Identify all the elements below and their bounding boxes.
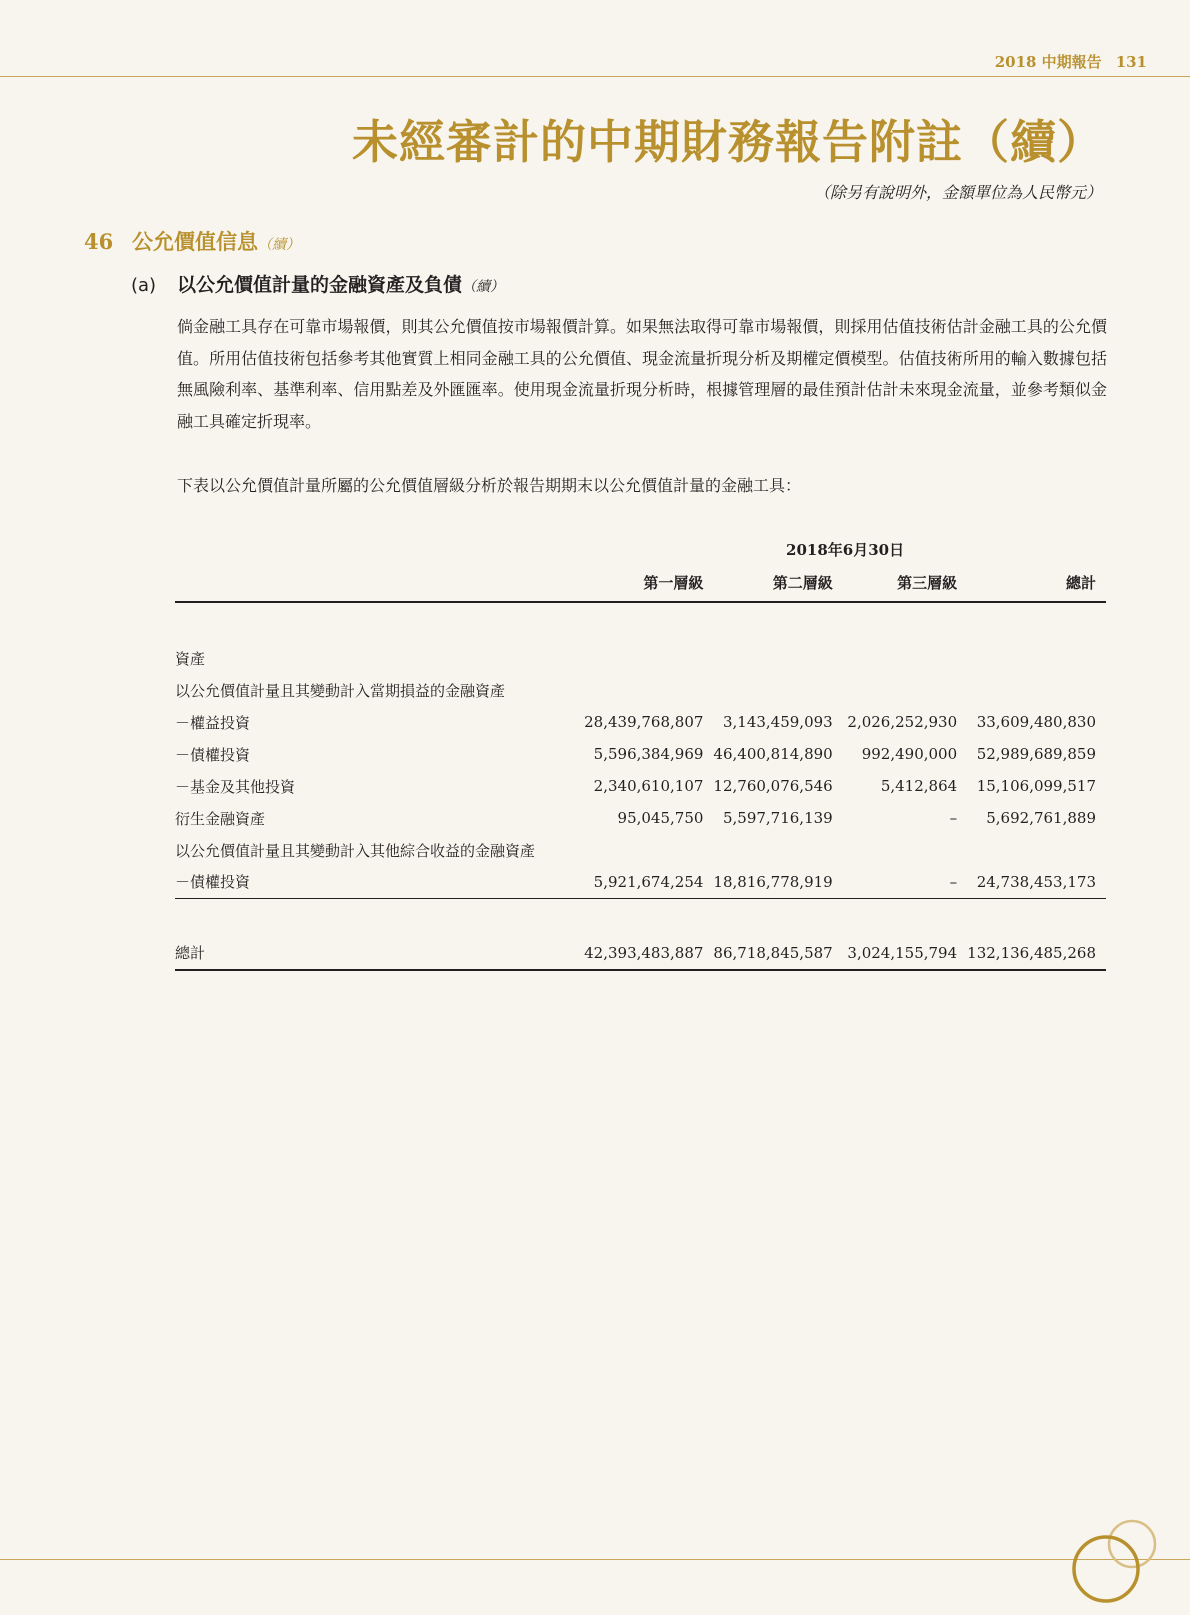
cell: 2,026,252,930 <box>847 713 958 731</box>
column-header-total: 總計 <box>967 564 1106 602</box>
column-header-level-2: 第二層級 <box>713 564 842 602</box>
total-cell: 3,024,155,794 <box>843 936 967 970</box>
page-subtitle: （除另有說明外，金額單位為人民幣元） <box>813 183 1102 202</box>
cell: 5,412,864 <box>880 777 958 795</box>
cell: 3,143,459,093 <box>722 713 833 731</box>
total-cell: 132,136,485,268 <box>967 936 1106 970</box>
cell: 5,596,384,969 <box>593 745 704 763</box>
table-row <box>175 770 1106 802</box>
table-row <box>175 802 1106 834</box>
cell: – <box>949 809 958 827</box>
table-date: 2018年6月30日 <box>786 540 905 559</box>
table-row <box>175 834 1106 866</box>
cell <box>843 834 967 866</box>
running-title: 2018 中期報告 <box>994 53 1102 71</box>
cell: 46,400,814,890 <box>713 745 833 763</box>
row-label: －債權投資 <box>175 745 251 764</box>
cell <box>584 834 713 866</box>
table-total-row <box>175 936 1106 970</box>
cell: 52,989,689,859 <box>976 745 1096 763</box>
table-row <box>175 674 1106 706</box>
total-label: 總計 <box>175 936 584 970</box>
section-heading <box>84 226 300 256</box>
cell <box>967 834 1106 866</box>
cell: 2,340,610,107 <box>593 777 704 795</box>
cell <box>843 674 967 706</box>
cell <box>967 674 1106 706</box>
row-label: 資產 <box>175 649 206 668</box>
subsection-title: 以公允價值計量的金融資產及負債 <box>177 274 463 296</box>
cell: 24,738,453,173 <box>967 866 1106 898</box>
cell: 95,045,750 <box>617 809 704 827</box>
table-intro: 下表以公允價值計量所屬的公允價值層級分析於報告期期末以公允價值計量的金融工具： <box>177 476 802 495</box>
table-row <box>175 866 1106 898</box>
cell <box>584 674 713 706</box>
section-number: 46 <box>84 229 114 254</box>
row-label: －權益投資 <box>175 713 251 732</box>
page-title: 未經審計的中期財務報告附註（續） <box>352 115 1104 169</box>
running-head <box>995 51 1147 72</box>
row-label: 以公允價值計量且其變動計入其他綜合收益的金融資產 <box>175 841 536 860</box>
section-continued: （續） <box>258 237 300 253</box>
body-paragraph: 倘金融工具存在可靠市場報價，則其公允價值按市場報價計算。如果無法取得可靠市場報價，則採用估值技術估計金融工具的公允價值。所用估值技術包括參考其他實質上相同金融工具的公允價值、現金流量折現分析及期權定價模型。估值技術所用的輸入數據包括無風險利率、基準利率、信用點差及外匯匯率。使用現金流量折現分析時，根據管理層的最佳預計估計未來現金流量，並參考類似金融工具確定折現率。 <box>177 317 1107 431</box>
cell: 28,439,768,807 <box>584 713 704 731</box>
cell: 12,760,076,546 <box>713 777 833 795</box>
column-header-level-1: 第一層級 <box>584 564 713 602</box>
page-number: 131 <box>1115 53 1147 71</box>
column-header-level-3: 第三層級 <box>843 564 967 602</box>
cell: 5,597,716,139 <box>722 809 833 827</box>
cell <box>713 674 842 706</box>
table-date-row <box>175 534 1106 564</box>
subsection-heading <box>131 270 504 297</box>
table-row <box>175 706 1106 738</box>
fair-value-table <box>175 534 1106 971</box>
cell: 5,921,674,254 <box>584 866 713 898</box>
top-rule <box>0 76 1190 77</box>
total-cell: 86,718,845,587 <box>713 936 842 970</box>
row-label: 以公允價值計量且其變動計入當期損益的金融資產 <box>175 681 506 700</box>
table-header-row <box>175 564 1106 602</box>
cell: 5,692,761,889 <box>986 809 1096 827</box>
total-cell: 42,393,483,887 <box>584 936 713 970</box>
row-label: －債權投資 <box>175 866 584 898</box>
row-label: －基金及其他投資 <box>175 777 296 796</box>
decorative-circles-icon <box>1060 1505 1190 1615</box>
cell: 992,490,000 <box>861 745 958 763</box>
table-row-assets <box>175 642 1106 674</box>
cell: – <box>843 866 967 898</box>
cell: 15,106,099,517 <box>976 777 1096 795</box>
subsection-label: (a) <box>131 275 157 296</box>
subsection-continued: （續） <box>462 279 505 295</box>
cell: 33,609,480,830 <box>976 713 1096 731</box>
row-label: 衍生金融資產 <box>175 809 266 828</box>
table-row <box>175 738 1106 770</box>
bottom-rule <box>0 1559 1190 1560</box>
section-title: 公允價值信息 <box>132 229 258 254</box>
cell <box>713 834 842 866</box>
cell: 18,816,778,919 <box>713 866 842 898</box>
